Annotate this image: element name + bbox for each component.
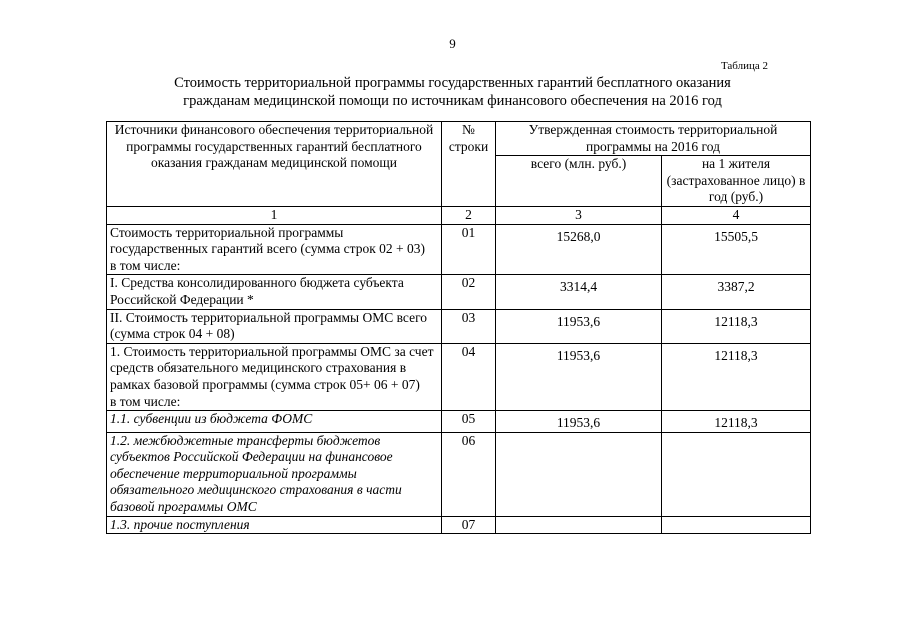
row-source: 1.2. межбюджетные трансферты бюджетов субъектов Российской Федерации на финансовое обеспечение территориальной программы обязательного медицинского страхования в части базовой программы ОМС xyxy=(107,432,442,516)
table-row xyxy=(107,432,811,516)
row-total: 11953,6 xyxy=(496,411,662,433)
row-total: 3314,4 xyxy=(496,275,662,309)
row-label: Стоимость территориальной программы государственных гарантий всего (сумма строк 02 + 03) xyxy=(110,224,426,257)
row-per-capita xyxy=(662,516,811,534)
table-row xyxy=(107,309,811,343)
row-total: 15268,0 xyxy=(496,224,662,275)
row-line: 02 xyxy=(442,275,496,309)
column-number: 2 xyxy=(442,206,496,224)
row-source xyxy=(107,224,442,275)
header-per-capita: на 1 жителя (застрахованное лицо) в год (руб.) xyxy=(662,156,811,207)
row-total: 11953,6 xyxy=(496,309,662,343)
table-row xyxy=(107,275,811,309)
header-sources: Источники финансового обеспечения территориальной программы государственных гарантий бесплатного оказания гражданам медицинской помощи xyxy=(107,122,442,207)
column-number: 1 xyxy=(107,206,442,224)
row-per-capita: 12118,3 xyxy=(662,411,811,433)
header-row xyxy=(107,122,811,156)
row-total: 11953,6 xyxy=(496,343,662,410)
row-line: 07 xyxy=(442,516,496,534)
row-source: II. Стоимость территориальной программы ОМС всего (сумма строк 04 + 08) xyxy=(107,309,442,343)
row-total xyxy=(496,432,662,516)
header-total: всего (млн. руб.) xyxy=(496,156,662,207)
row-source: 1.1. субвенции из бюджета ФОМС xyxy=(107,411,442,433)
row-source xyxy=(107,343,442,410)
row-per-capita: 3387,2 xyxy=(662,275,811,309)
column-number: 4 xyxy=(662,206,811,224)
table-row xyxy=(107,516,811,534)
row-line: 05 xyxy=(442,411,496,433)
table-row xyxy=(107,411,811,433)
table-row xyxy=(107,343,811,410)
row-source: 1.3. прочие поступления xyxy=(107,516,442,534)
page-number: 9 xyxy=(449,36,456,51)
title-line-1: Стоимость территориальной программы государственных гарантий бесплатного оказания xyxy=(174,75,731,91)
row-per-capita: 12118,3 xyxy=(662,309,811,343)
document-title xyxy=(120,74,785,110)
column-number-row xyxy=(107,206,811,224)
row-source: I. Средства консолидированного бюджета субъекта Российской Федерации * xyxy=(107,275,442,309)
title-line-2: гражданам медицинской помощи по источникам финансового обеспечения на 2016 год xyxy=(183,93,722,109)
row-note: в том числе: xyxy=(110,257,181,273)
row-label: 1. Стоимость территориальной программы ОМС за счет средств обязательного медицинского страхования в рамках базовой программы (сумма строк 05+ 06 + 07) xyxy=(110,343,434,392)
row-line: 03 xyxy=(442,309,496,343)
row-line: 01 xyxy=(442,224,496,275)
column-number: 3 xyxy=(496,206,662,224)
row-total xyxy=(496,516,662,534)
table-row xyxy=(107,224,811,275)
table-label: Таблица 2 xyxy=(720,60,768,72)
row-per-capita: 12118,3 xyxy=(662,343,811,410)
financing-table xyxy=(106,121,811,534)
row-note: в том числе: xyxy=(110,393,181,409)
header-approved-cost: Утвержденная стоимость территориальной программы на 2016 год xyxy=(496,122,811,156)
row-line: 06 xyxy=(442,432,496,516)
row-per-capita: 15505,5 xyxy=(662,224,811,275)
header-line-number: № строки xyxy=(442,122,496,207)
row-line: 04 xyxy=(442,343,496,410)
row-per-capita xyxy=(662,432,811,516)
